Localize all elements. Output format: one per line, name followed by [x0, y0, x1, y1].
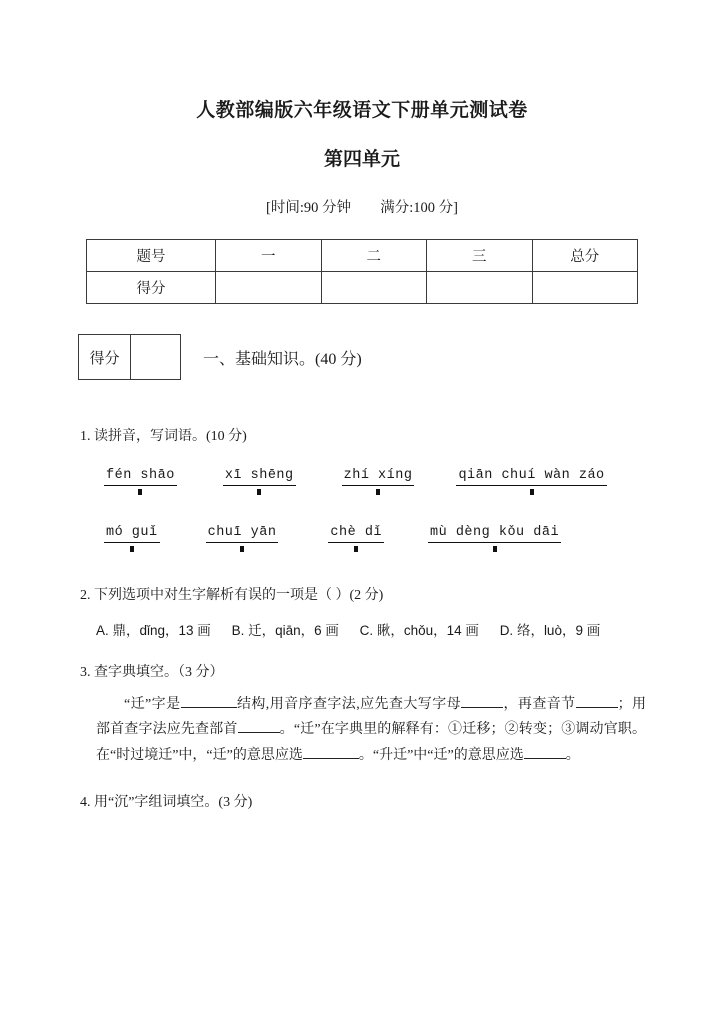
- q3-text-a: “迁”字是: [124, 696, 181, 712]
- pinyin-label: chè dǐ: [328, 525, 384, 543]
- pinyin-label: mù dèng kǒu dāi: [428, 525, 561, 543]
- full-score-label: 满分:100 分]: [380, 200, 458, 216]
- option-a[interactable]: A. 鼎，dǐng，13 画: [96, 623, 211, 638]
- score-table: [86, 239, 638, 304]
- tianzige-grid[interactable]: [257, 489, 261, 495]
- question-2-options: [96, 619, 724, 639]
- pinyin-group: [223, 468, 296, 495]
- pinyin-label: zhí xíng: [342, 468, 415, 486]
- pinyin-label: mó guǐ: [104, 525, 160, 543]
- tianzige-grid[interactable]: [354, 546, 358, 552]
- option-d[interactable]: D. 络，luò，9 画: [499, 623, 601, 638]
- tianzige-grid[interactable]: [130, 546, 134, 552]
- score-input-cell[interactable]: [321, 272, 427, 304]
- q3-text-d: ；: [617, 696, 632, 712]
- score-table-header-cell: 总分: [532, 240, 638, 272]
- section-score-label: 得分: [79, 335, 131, 379]
- time-limit-label: [时间:90 分钟: [266, 200, 351, 216]
- q3-text-i: 。: [565, 748, 580, 764]
- tianzige-grid[interactable]: [138, 489, 142, 495]
- pinyin-group: [104, 468, 177, 495]
- q3-text-b: 结构,用音序查字法,应先查大写字母: [236, 696, 462, 712]
- question-3-body: [96, 692, 646, 770]
- q3-text-g: 官职。在“时过境迁”中，“迁”的意思应选: [96, 722, 647, 764]
- q3-blank-1[interactable]: [181, 707, 237, 708]
- tianzige-grid[interactable]: [376, 489, 380, 495]
- tianzige-grid[interactable]: [240, 546, 244, 552]
- pinyin-group: [328, 525, 384, 552]
- q3-blank-5[interactable]: [303, 758, 359, 759]
- pinyin-group: [428, 525, 561, 552]
- pinyin-label: qiān chuí wàn záo: [456, 468, 606, 486]
- question-1-prompt: 1. 读拼音，写词语。(10 分): [80, 429, 247, 444]
- section-score-input[interactable]: [131, 335, 180, 379]
- pinyin-row-1: [80, 468, 724, 495]
- score-table-wrapper: [86, 239, 638, 304]
- q3-text-f: 。“迁”在字典里的解释有：①迁移；②转变；③调动: [279, 722, 604, 738]
- option-c[interactable]: C. 瞅，chǒu，14 画: [359, 623, 479, 638]
- q3-blank-2[interactable]: [461, 707, 503, 708]
- pinyin-group: [104, 525, 160, 552]
- pinyin-label: fén shāo: [104, 468, 177, 486]
- page-title: 人教部编版六年级语文下册单元测试卷: [196, 100, 528, 121]
- score-row-label: 得分: [87, 272, 216, 304]
- section-header-row: [78, 334, 724, 380]
- score-table-header-cell: 一: [216, 240, 322, 272]
- unit-subtitle: 第四单元: [323, 149, 400, 170]
- question-3-prompt: 3. 查字典填空。（3 分）: [80, 665, 224, 680]
- score-input-cell[interactable]: [532, 272, 638, 304]
- score-input-cell[interactable]: [427, 272, 533, 304]
- section-score-box: [78, 334, 181, 380]
- section-title: 一、基础知识。(40 分): [203, 350, 362, 368]
- score-input-cell[interactable]: [216, 272, 322, 304]
- pinyin-label: xī shēng: [223, 468, 296, 486]
- q3-text-e: 用部首查字法应先查部首: [96, 696, 647, 738]
- tianzige-grid[interactable]: [530, 489, 534, 495]
- pinyin-group: [456, 468, 606, 495]
- score-table-header-cell: 题号: [87, 240, 216, 272]
- tianzige-grid[interactable]: [493, 546, 497, 552]
- exam-meta: [0, 171, 724, 217]
- score-table-header-cell: 二: [321, 240, 427, 272]
- table-row-scores: [87, 272, 638, 304]
- pinyin-writing-exercise: [80, 468, 724, 552]
- table-row-headers: [87, 240, 638, 272]
- q3-blank-6[interactable]: [524, 758, 566, 759]
- q3-text-h: 。“升迁”中“迁”的意思应选: [358, 748, 524, 764]
- question-4-prompt: 4. 用“沉”字组词填空。(3 分): [80, 795, 253, 811]
- pinyin-group: [342, 468, 415, 495]
- q3-text-c: ，再查音节: [503, 696, 576, 712]
- question-2-prompt: 2. 下列选项中对生字解析有误的一项是（ ）(2 分): [80, 587, 384, 603]
- score-table-header-cell: 三: [427, 240, 533, 272]
- pinyin-label: chuī yān: [206, 525, 279, 543]
- option-b[interactable]: B. 迁，qiān，6 画: [231, 623, 339, 638]
- pinyin-group: [206, 525, 279, 552]
- pinyin-row-2: [80, 525, 724, 552]
- q3-blank-3[interactable]: [576, 707, 618, 708]
- q3-blank-4[interactable]: [238, 732, 280, 733]
